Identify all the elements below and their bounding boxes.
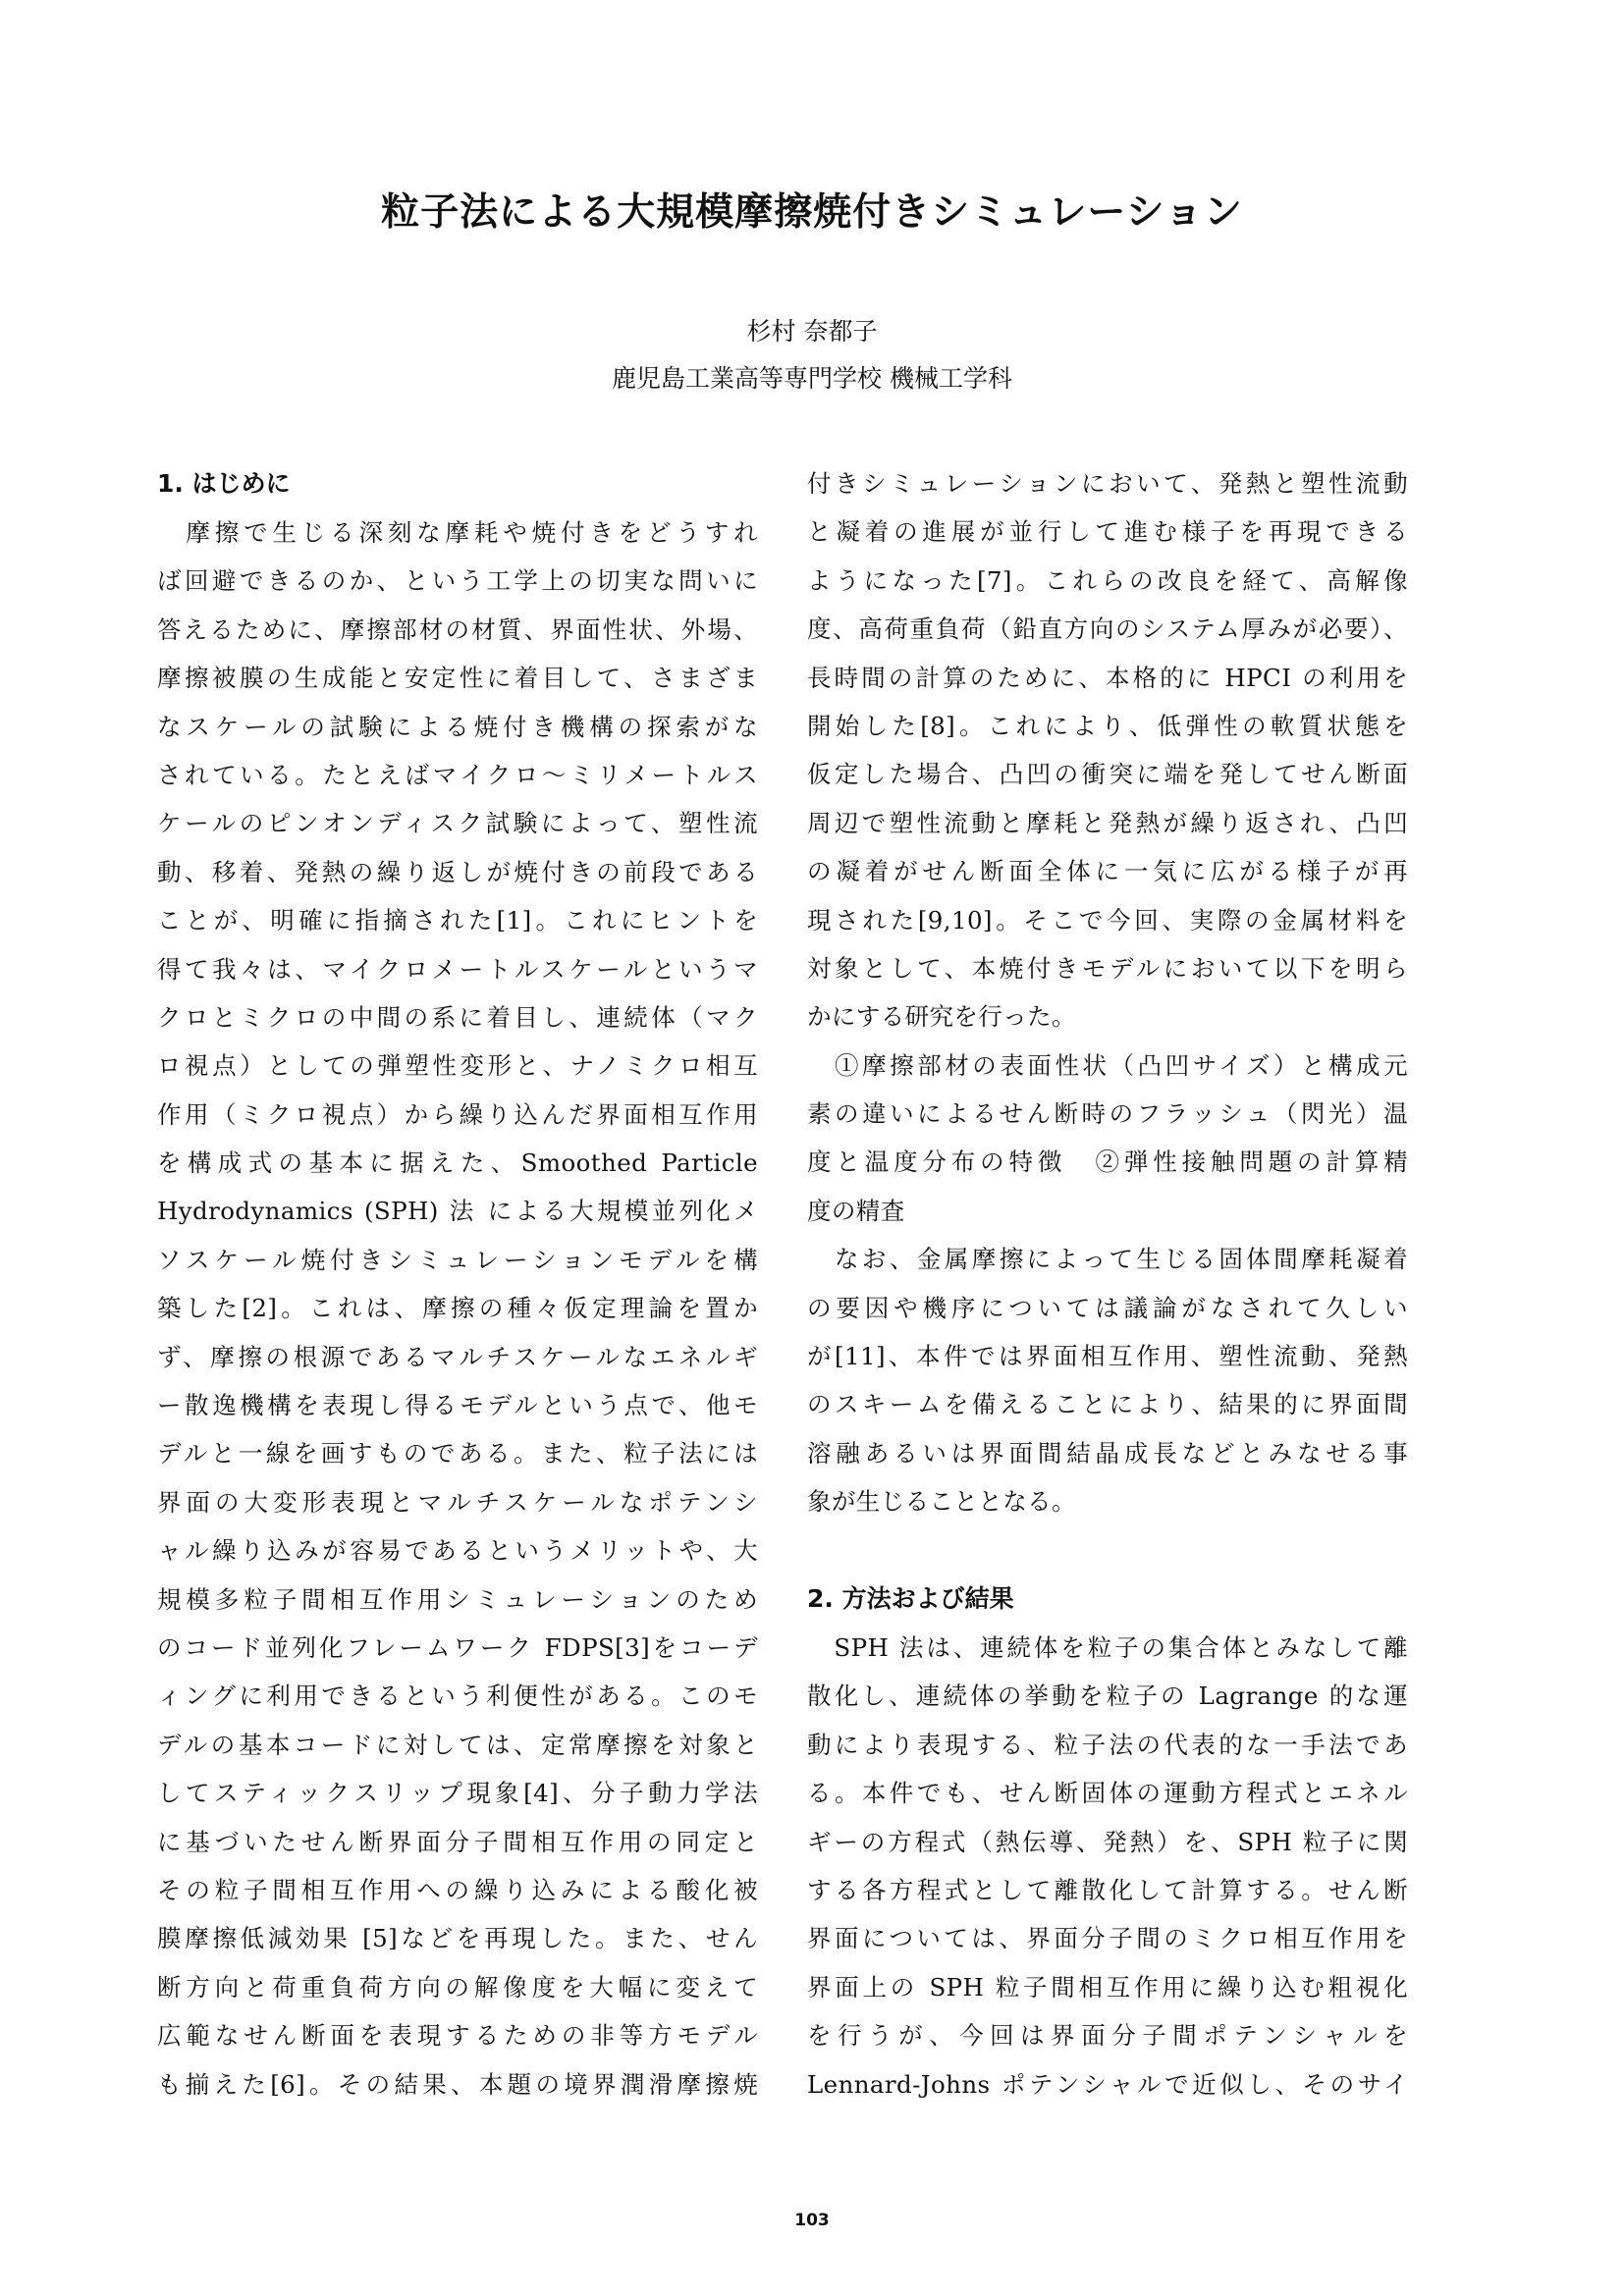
text-line: ー散逸機構を表現し得るモデルという点で、他モ xyxy=(157,1391,758,1420)
author-name: 杉村 奈都子 xyxy=(746,317,878,346)
text-line: 散化し、連続体の挙動を粒子の Lagrange 的な運 xyxy=(807,1682,1408,1711)
text-line: 度と温度分布の特徴 ②弾性接触問題の計算精 xyxy=(807,1148,1408,1177)
text-line: 長時間の計算のために、本格的に HPCI の利用を xyxy=(807,663,1408,692)
text-line: 付きシミュレーションにおいて、発熱と塑性流動 xyxy=(807,469,1408,498)
text-line: 度の精査 xyxy=(807,1196,905,1225)
text-line: を構成式の基本に据えた、Smoothed Particle xyxy=(157,1148,758,1178)
text-line: 答えるために、摩擦部材の材質、界面性状、外場、 xyxy=(157,614,758,644)
text-line: 動、移着、発熱の繰り返しが焼付きの前段である xyxy=(157,857,758,886)
paper-title: 粒子法による大規模摩擦焼付きシミュレーション xyxy=(381,190,1243,235)
text-line: かにする研究を行った。 xyxy=(807,1002,1076,1032)
text-line: ィングに利用できるという利便性がある。このモ xyxy=(157,1682,758,1711)
text-line: 膜摩擦低減効果 [5]などを再現した。また、せん xyxy=(157,1924,758,1953)
text-line: デルの基本コードに対しては、定常摩擦を対象と xyxy=(157,1730,758,1759)
text-line: 象が生じることとなる。 xyxy=(807,1487,1076,1517)
text-line: SPH 法は、連続体を粒子の集合体とみなして離 xyxy=(807,1632,1408,1662)
text-line: る。本件でも、せん断固体の運動方程式とエネル xyxy=(807,1779,1408,1808)
text-line: ①摩擦部材の表面性状（凸凹サイズ）と構成元 xyxy=(807,1050,1408,1080)
text-line: されている。たとえばマイクロ～ミリメートルス xyxy=(157,760,758,789)
section-heading-introduction: 1. はじめに xyxy=(157,469,291,498)
text-line: 界面上の SPH 粒子間相互作用に繰り込む粗視化 xyxy=(807,1972,1408,2002)
text-line: 仮定した場合、凸凹の衝突に端を発してせん断面 xyxy=(807,760,1408,789)
text-line: Lennard-Johns ポテンシャルで近似し、そのサイ xyxy=(807,2069,1408,2099)
text-line: ギーの方程式（熱伝導、発熱）を、SPH 粒子に関 xyxy=(807,1827,1408,1856)
text-line: 現された[9,10]。そこで今回、実際の金属材料を xyxy=(807,905,1408,934)
text-line: の凝着がせん断面全体に一気に広がる様子が再 xyxy=(807,857,1408,886)
text-line: 界面の大変形表現とマルチスケールなポテンシ xyxy=(157,1487,758,1517)
text-line: と凝着の進展が並行して進む様子を再現できる xyxy=(807,517,1408,547)
text-line: してスティックスリップ現象[4]、分子動力学法 xyxy=(157,1779,758,1808)
text-line: ことが、明確に指摘された[1]。これにヒントを xyxy=(157,906,758,935)
section-heading-methods-results: 2. 方法および結果 xyxy=(807,1583,1014,1613)
text-line: なスケールの試験による焼付き機構の探索がな xyxy=(157,712,758,741)
text-line: 摩擦で生じる深刻な摩耗や焼付きをどうすれ xyxy=(157,518,758,547)
text-line: ようになった[7]。これらの改良を経て、高解像 xyxy=(807,565,1408,595)
text-line: その粒子間相互作用への繰り込みによる酸化被 xyxy=(157,1875,758,1904)
text-line: する各方程式として離散化して計算する。せん断 xyxy=(807,1875,1408,1904)
text-line: 広範なせん断面を表現するための非等方モデル xyxy=(157,2021,758,2051)
text-line: 素の違いによるせん断時のフラッシュ（閃光）温 xyxy=(807,1099,1408,1129)
text-line: ず、摩擦の根源であるマルチスケールなエネルギ xyxy=(157,1342,758,1371)
text-line: ソスケール焼付きシミュレーションモデルを構 xyxy=(157,1245,758,1274)
text-line: 界面については、界面分子間のミクロ相互作用を xyxy=(807,1924,1408,1953)
text-line: デルと一線を画すものである。また、粒子法には xyxy=(157,1439,758,1468)
text-line: 動により表現する、粒子法の代表的な一手法であ xyxy=(807,1730,1408,1759)
text-line: 得て我々は、マイクロメートルスケールというマ xyxy=(157,954,758,984)
text-line: 周辺で塑性流動と摩耗と発熱が繰り返され、凸凹 xyxy=(807,808,1408,837)
text-line: の要因や機序については議論がなされて久しい xyxy=(807,1293,1408,1322)
author-affiliation: 鹿児島工業高等専門学校 機械工学科 xyxy=(612,364,1012,393)
right-column xyxy=(807,459,1408,2109)
text-line: 作用（ミクロ視点）から繰り込んだ界面相互作用 xyxy=(157,1099,758,1129)
text-line: ロ視点）としての弾塑性変形と、ナノミクロ相互 xyxy=(157,1051,758,1081)
text-line: Hydrodynamics (SPH) 法 による大規模並列化メ xyxy=(157,1197,758,1226)
text-line: 開始した[8]。これにより、低弾性の軟質状態を xyxy=(807,711,1408,740)
text-line: 度、高荷重負荷（鉛直方向のシステム厚みが必要）、 xyxy=(807,614,1408,644)
text-line: を行うが、今回は界面分子間ポテンシャルを xyxy=(807,2021,1408,2051)
page-number: 103 xyxy=(794,2211,830,2230)
text-line: も揃えた[6]。その結果、本題の境界潤滑摩擦焼 xyxy=(157,2069,758,2099)
text-line: ケールのピンオンディスク試験によって、塑性流 xyxy=(157,809,758,838)
text-line: 対象として、本焼付きモデルにおいて以下を明ら xyxy=(807,953,1408,983)
text-line: 築した[2]。これは、摩擦の種々仮定理論を置か xyxy=(157,1294,758,1323)
text-line: ャル繰り込みが容易であるというメリットや、大 xyxy=(157,1536,758,1566)
text-line: のスキームを備えることにより、結果的に界面間 xyxy=(807,1390,1408,1419)
text-line: 規模多粒子間相互作用シミュレーションのため xyxy=(157,1584,758,1614)
text-line: 断方向と荷重負荷方向の解像度を大幅に変えて xyxy=(157,1972,758,2002)
text-line: が[11]、本件では界面相互作用、塑性流動、発熱 xyxy=(807,1342,1408,1371)
text-line: 摩擦被膜の生成能と安定性に着目して、さまざま xyxy=(157,664,758,693)
text-line: ば回避できるのか、という工学上の切実な問いに xyxy=(157,566,758,596)
text-line: 溶融あるいは界面間結晶成長などとみなせる事 xyxy=(807,1438,1408,1468)
text-line: クロとミクロの中間の系に着目し、連続体（マク xyxy=(157,1002,758,1032)
text-line: に基づいたせん断界面分子間相互作用の同定と xyxy=(157,1827,758,1856)
text-line: のコード並列化フレームワーク FDPS[3]をコーデ xyxy=(157,1632,758,1662)
section-spacer xyxy=(807,1526,1408,1575)
left-column xyxy=(157,459,758,2109)
text-line: なお、金属摩擦によって生じる固体間摩耗凝着 xyxy=(807,1245,1408,1274)
